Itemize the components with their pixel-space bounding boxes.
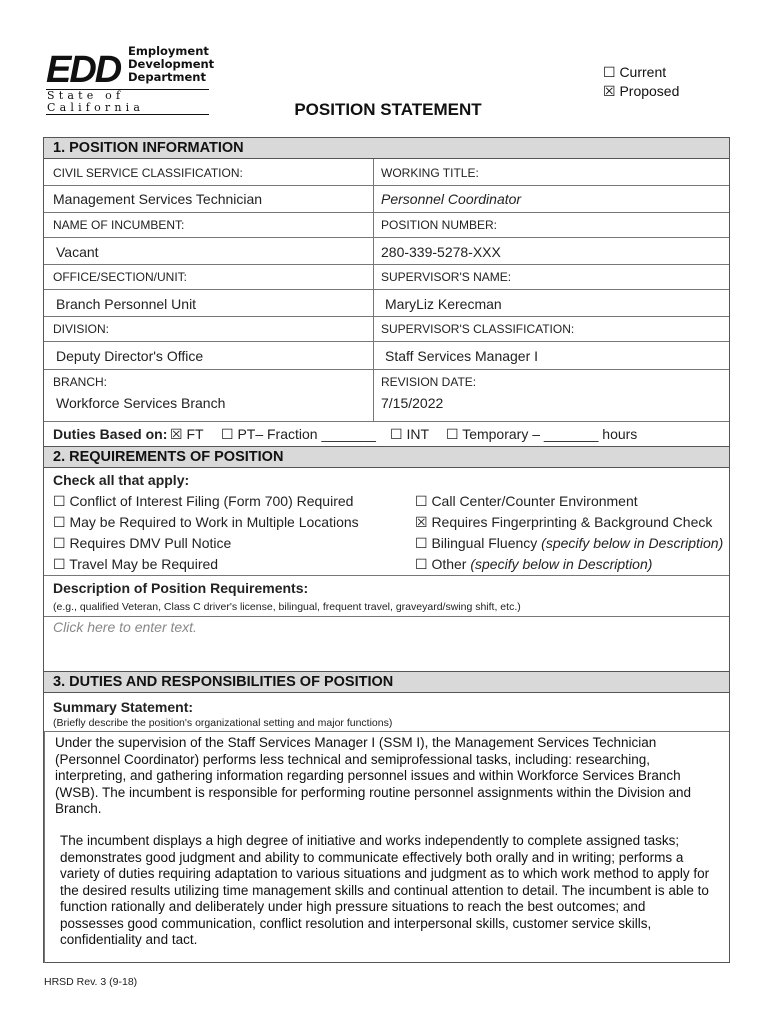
description-hint: (e.g., qualified Veteran, Class C driver's license, bilingual, frequent travel, graveyard/swing shift, etc.) <box>53 601 521 613</box>
conflict-of-interest-checkbox[interactable]: ☐ Conflict of Interest Filing (Form 700) Required <box>53 493 354 509</box>
supervisor-class-label: SUPERVISOR'S CLASSIFICATION: <box>381 322 575 336</box>
summary-line: the desired results utilizing time management skills and continual attention to detail. The incumbent is able to <box>60 882 709 898</box>
int-checkbox[interactable]: ☐ INT <box>390 426 429 442</box>
summary-label: Summary Statement: <box>53 699 194 715</box>
temporary-checkbox[interactable]: ☐ Temporary – _______ hours <box>446 426 638 442</box>
status-current-checkbox[interactable]: ☐ Current <box>603 64 667 80</box>
org-line-1: Employment <box>128 44 209 58</box>
description-input[interactable]: Click here to enter text. <box>53 619 197 635</box>
civil-service-field[interactable]: Management Services Technician <box>53 191 263 207</box>
ft-checkbox[interactable]: ☒ FT <box>170 426 204 442</box>
status-proposed-checkbox[interactable]: ☒ Proposed <box>603 83 680 99</box>
form-revision-footer: HRSD Rev. 3 (9-18) <box>44 976 138 988</box>
other-checkbox[interactable]: ☐ Other (specify below in Description) <box>415 556 653 572</box>
bilingual-checkbox[interactable]: ☐ Bilingual Fluency (specify below in Description) <box>415 535 724 551</box>
pt-fraction-checkbox[interactable]: ☐ PT– Fraction _______ <box>221 426 376 442</box>
summary-line: Under the supervision of the Staff Services Manager I (SSM I), the Management Services Technician <box>55 735 657 750</box>
check-all-label: Check all that apply: <box>53 472 190 488</box>
edd-logo: EDD <box>46 49 121 91</box>
revision-date-label: REVISION DATE: <box>381 375 477 389</box>
summary-line: variety of duties requiring adaptation to various situations and judgment as to which work method to apply for <box>60 866 710 881</box>
division-field[interactable]: Deputy Director's Office <box>56 348 204 364</box>
section-2-heading: 2. REQUIREMENTS OF POSITION <box>44 446 729 468</box>
branch-field[interactable]: Workforce Services Branch <box>56 395 226 411</box>
multiple-locations-checkbox[interactable]: ☐ May be Required to Work in Multiple Locations <box>53 514 359 530</box>
summary-line: function rationally and deliberately under high pressure situations to reach the best outcomes; and <box>60 899 646 914</box>
position-number-field[interactable]: 280-339-5278-XXX <box>381 244 501 260</box>
supervisor-class-field[interactable]: Staff Services Manager I <box>385 348 539 364</box>
revision-date-field[interactable]: 7/15/2022 <box>381 395 444 411</box>
org-line-3: Department <box>128 70 206 84</box>
summary-line: Branch. <box>55 801 102 816</box>
section-1-heading: 1. POSITION INFORMATION <box>44 137 729 159</box>
supervisor-name-label: SUPERVISOR'S NAME: <box>381 270 512 284</box>
description-label: Description of Position Requirements: <box>53 580 309 596</box>
summary-hint: (Briefly describe the position's organizational setting and major functions) <box>53 717 393 729</box>
dmv-pull-notice-checkbox[interactable]: ☐ Requires DMV Pull Notice <box>53 535 232 551</box>
position-number-label: POSITION NUMBER: <box>381 218 498 232</box>
org-line-2: Development <box>128 57 215 71</box>
office-label: OFFICE/SECTION/UNIT: <box>53 270 188 284</box>
summary-line: (WSB). The incumbent is responsible for performing routine personnel assignments within the Division and <box>55 784 692 800</box>
duties-based-on-label: Duties Based on: <box>53 426 168 442</box>
summary-line: (Personnel Coordinator) performs less technical and semiprofessional tasks, including: researching, <box>55 751 651 767</box>
supervisor-name-field[interactable]: MaryLiz Kerecman <box>385 296 502 312</box>
state-line: State of California <box>46 89 209 115</box>
travel-required-checkbox[interactable]: ☐ Travel May be Required <box>53 556 219 572</box>
summary-line: interpreting, and gathering information regarding personnel issues and within Workforce Services Branch <box>55 768 681 783</box>
branch-label: BRANCH: <box>53 375 108 389</box>
summary-paragraph-1[interactable] <box>55 735 727 818</box>
summary-paragraph-2[interactable] <box>60 833 728 949</box>
call-center-checkbox[interactable]: ☐ Call Center/Counter Environment <box>415 493 638 509</box>
section-3-heading: 3. DUTIES AND RESPONSIBILITIES OF POSITION <box>44 671 729 693</box>
page-title: POSITION STATEMENT <box>294 100 482 119</box>
office-field[interactable]: Branch Personnel Unit <box>56 296 197 312</box>
working-title-label: WORKING TITLE: <box>381 166 479 180</box>
summary-line: The incumbent displays a high degree of initiative and works independently to complete assigned tasks; <box>60 833 680 848</box>
fingerprinting-checkbox[interactable]: ☒ Requires Fingerprinting & Background Check <box>415 514 713 530</box>
summary-line: demonstrates good judgment and ability to communicate effectively both orally and in writing; performs a <box>60 849 684 865</box>
civil-service-label: CIVIL SERVICE CLASSIFICATION: <box>53 166 243 180</box>
working-title-field[interactable]: Personnel Coordinator <box>381 191 522 207</box>
summary-line: confidentiality and tact. <box>60 932 198 947</box>
division-label: DIVISION: <box>53 322 110 336</box>
incumbent-label: NAME OF INCUMBENT: <box>53 218 185 232</box>
incumbent-field[interactable]: Vacant <box>56 244 99 260</box>
summary-line: possesses good communication, conflict resolution and interpersonal skills, customer service skills, <box>60 915 652 931</box>
